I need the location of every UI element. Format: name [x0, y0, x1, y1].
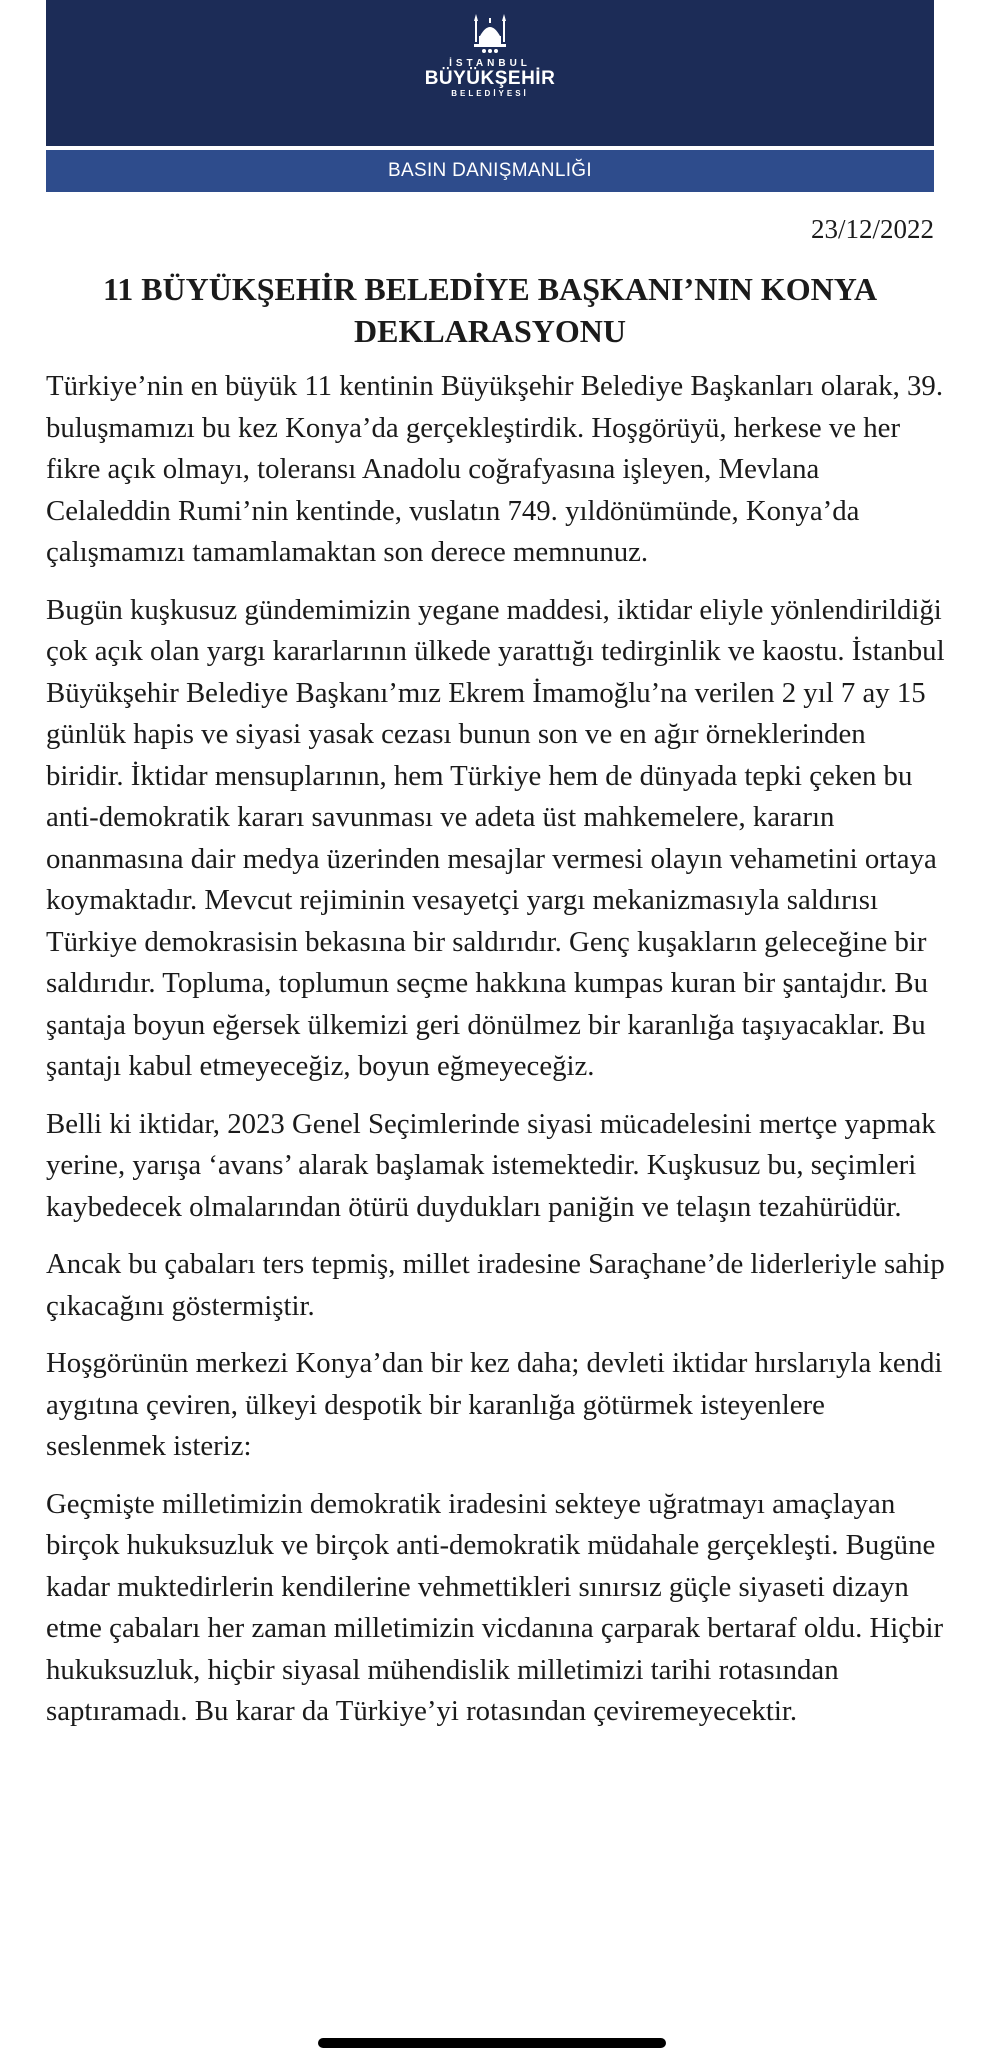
- home-indicator[interactable]: [318, 2038, 666, 2048]
- paragraph: Belli ki iktidar, 2023 Genel Seçimlerinde siyasi mücadelesini mertçe yapmak yerine, yarışa ‘avans’ alarak başlamak istemektedir. Kuşkusuz bu, seçimleri kaybedecek olmalarından ötürü duydukları paniğin ve telaşın tezahürüdür.: [46, 1107, 936, 1223]
- document-body: [46, 366, 946, 1749]
- paragraph: Ancak bu çabaları ters tepmiş, millet iradesine Saraçhane’de liderleriyle sahip çıkacağını göstermiştir.: [46, 1248, 945, 1322]
- paragraph: Hoşgörünün merkezi Konya’dan bir kez daha; devleti iktidar hırslarıyla kendi aygıtına çeviren, ülkeyi despotik bir karanlığa götürmek isteyenlere seslenmek isteriz:: [46, 1347, 943, 1462]
- department-bar: BASIN DANIŞMANLIĞI: [46, 150, 934, 192]
- paragraph: Geçmişte milletimizin demokratik iradesini sekteye uğratmayı amaçlayan birçok hukuksuzluk ve birçok anti-demokratik müdahale gerçekleşti. Bugüne kadar muktedirlerin kendilerine vehmettikleri sınırsız güçle siyaseti dizayn etme çabaları her zaman milletimizin vicdanına çarparak bertaraf oldu. Hiçbir hukuksuzluk, hiçbir siyasal mühendislik milletimizi tarihi rotasından saptıramadı. Bu karar da Türkiye’yi rotasından çeviremeyecektir.: [46, 1487, 944, 1727]
- paragraph: Türkiye’nin en büyük 11 kentinin Büyükşehir Belediye Başkanları olarak, 39. buluşmamızı bu kez Konya’da gerçekleştirdik. Hoşgörüyü, herkese ve her fikre açık olmayı, toleransı Anadolu coğrafyasına işleyen, Mevlana Celaleddin Rumi’nin kentinde, vuslatın 749. yıldönümünde, Konya’da çalışmamızı tamamlamaktan son derece memnunuz.: [46, 370, 944, 568]
- ibb-logo: [46, 12, 934, 98]
- logo-text-istanbul: İSTANBUL: [449, 58, 531, 69]
- document-date: 23/12/2022: [810, 214, 934, 244]
- logo-text-buyuksehir: BÜYÜKŞEHİR: [424, 68, 556, 89]
- logo-text-belediyesi: BELEDİYESİ: [451, 89, 529, 98]
- document-title: 11 BÜYÜKŞEHİR BELEDİYE BAŞKANI’NIN KONYA DEKLARASYONU: [102, 271, 878, 349]
- paragraph: Bugün kuşkusuz gündemimizin yegane maddesi, iktidar eliyle yönlendirildiği çok açık olan yargı kararlarının ülkede yarattığı tedirginlik ve kaostu. İstanbul Büyükşehir Belediye Başkanı’mız Ekrem İmamoğlu’na verilen 2 yıl 7 ay 15 günlük hapis ve siyasi yasak cezası bunun son ve en ağır örneklerinden biridir. İktidar mensuplarının, hem Türkiye hem de dünyada tepki çeken bu anti-demokratik kararı savunması ve adeta üst mahkemelere, kararın onanmasına dair medya üzerinden mesajlar vermesi olayın vehametini ortaya koymaktadır. Mevcut rejiminin vesayetçi yargı mekanizmasıyla saldırısı Türkiye demokrasisin bekasına bir saldırıdır. Genç kuşakların geleceğine bir saldırıdır. Topluma, toplumun seçme hakkına kumpas kuran bir şantajdır. Bu şantaja boyun eğersek ülkemizi geri dönülmez bir karanlığa taşıyacaklar. Bu şantajı kabul etmeyeceğiz, boyun eğmeyeceğiz.: [46, 593, 945, 1082]
- header-banner: [46, 0, 934, 146]
- mosque-silhouette-icon: [46, 12, 934, 56]
